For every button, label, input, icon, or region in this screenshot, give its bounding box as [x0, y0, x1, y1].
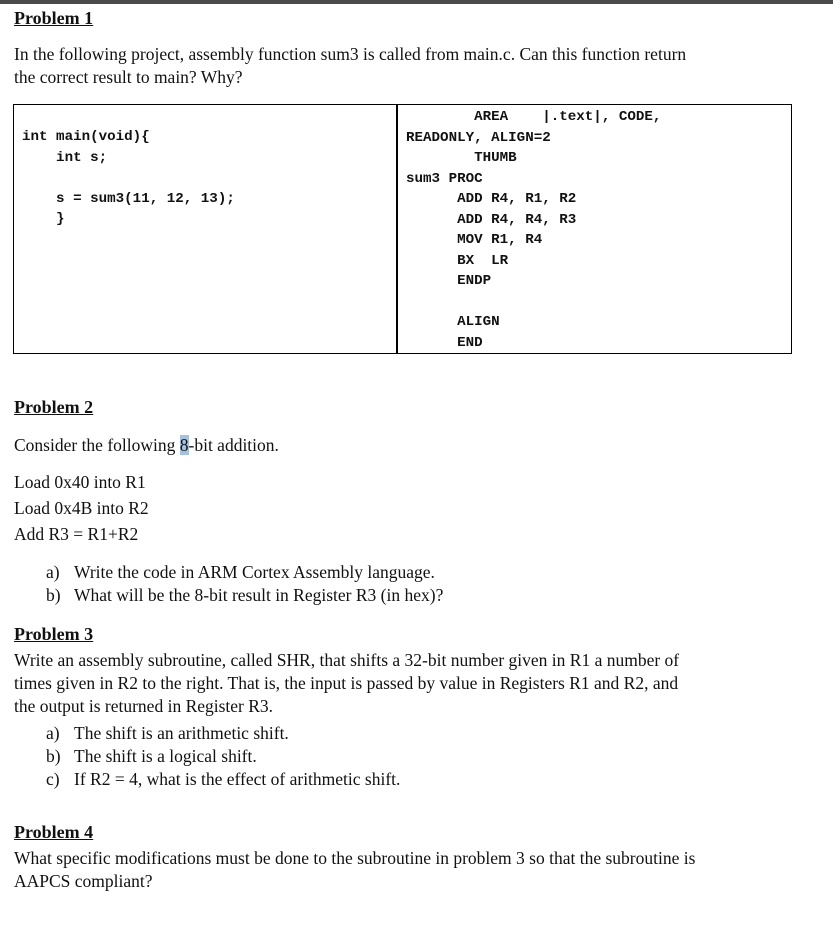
asm-code-line: AREA |.text|, CODE, — [406, 109, 662, 125]
list-item — [46, 745, 400, 768]
c-code-line: } — [22, 211, 65, 227]
step-line: Add R3 = R1+R2 — [14, 524, 139, 544]
item-marker: b) — [46, 585, 61, 605]
item-text: The shift is an arithmetic shift. — [74, 723, 289, 743]
asm-code-line: END — [406, 334, 483, 351]
text-line: What specific modifications must be done to the subroutine in problem 3 so that the subroutine is — [14, 848, 696, 868]
text-line: the output is returned in Register R3. — [14, 696, 274, 716]
top-border — [0, 0, 833, 4]
question-line: the correct result to main? Why? — [14, 67, 243, 87]
item-text: The shift is a logical shift. — [74, 746, 257, 766]
problem-4-text — [14, 847, 824, 893]
intro-text: -bit addition. — [188, 435, 279, 455]
table-divider — [396, 105, 398, 353]
item-marker: c) — [46, 769, 60, 789]
c-code-cell — [22, 127, 235, 230]
list-item — [46, 584, 443, 607]
item-text: What will be the 8-bit result in Register R3 (in hex)? — [74, 585, 444, 605]
intro-text: Consider the following — [14, 435, 180, 455]
step-line: Load 0x40 into R1 — [14, 472, 146, 492]
problem-2-items — [46, 561, 443, 607]
problem-3-text — [14, 649, 824, 718]
asm-code-line: ADD R4, R1, R2 — [406, 191, 577, 207]
asm-code-line: THUMB — [406, 150, 517, 166]
item-marker: a) — [46, 562, 60, 582]
asm-code-line: ALIGN — [406, 314, 500, 330]
list-item — [46, 722, 400, 745]
highlighted-text: 8 — [179, 435, 189, 455]
asm-code-line — [406, 292, 661, 313]
problem-2-steps — [14, 469, 149, 547]
asm-code-line: MOV R1, R4 — [406, 232, 543, 248]
problem-1-question — [14, 43, 814, 89]
asm-code-cell — [406, 107, 661, 353]
problem-2-intro — [14, 434, 279, 457]
list-item — [46, 768, 400, 791]
question-line: In the following project, assembly function sum3 is called from main.c. Can this function return — [14, 44, 687, 64]
c-code-line — [22, 168, 235, 189]
text-line: times given in R2 to the right. That is, the input is passed by value in Registers R1 and R2, and — [14, 673, 679, 693]
item-text: Write the code in ARM Cortex Assembly language. — [74, 562, 435, 582]
c-code-line: s = sum3(11, 12, 13); — [22, 190, 235, 207]
item-text: If R2 = 4, what is the effect of arithmetic shift. — [74, 769, 401, 789]
problem-2-title: Problem 2 — [14, 397, 94, 417]
text-line: Write an assembly subroutine, called SHR, that shifts a 32-bit number given in R1 a number of — [14, 650, 680, 670]
asm-code-line: READONLY, ALIGN=2 — [406, 129, 551, 146]
c-code-line: int main(void){ — [22, 129, 150, 145]
code-table — [13, 104, 792, 354]
item-marker: b) — [46, 746, 61, 766]
asm-code-line: BX LR — [406, 252, 509, 269]
list-item — [46, 561, 443, 584]
step-line: Load 0x4B into R2 — [14, 498, 149, 518]
asm-code-line: ADD R4, R4, R3 — [406, 211, 577, 228]
problem-1-title: Problem 1 — [14, 8, 94, 28]
text-line: AAPCS compliant? — [14, 871, 153, 891]
problem-4-title: Problem 4 — [14, 822, 94, 842]
problem-3-items — [46, 722, 400, 791]
item-marker: a) — [46, 723, 60, 743]
problem-3-title: Problem 3 — [14, 624, 94, 644]
c-code-line: int s; — [22, 149, 108, 166]
asm-code-line: sum3 PROC — [406, 170, 483, 187]
asm-code-line: ENDP — [406, 273, 492, 289]
